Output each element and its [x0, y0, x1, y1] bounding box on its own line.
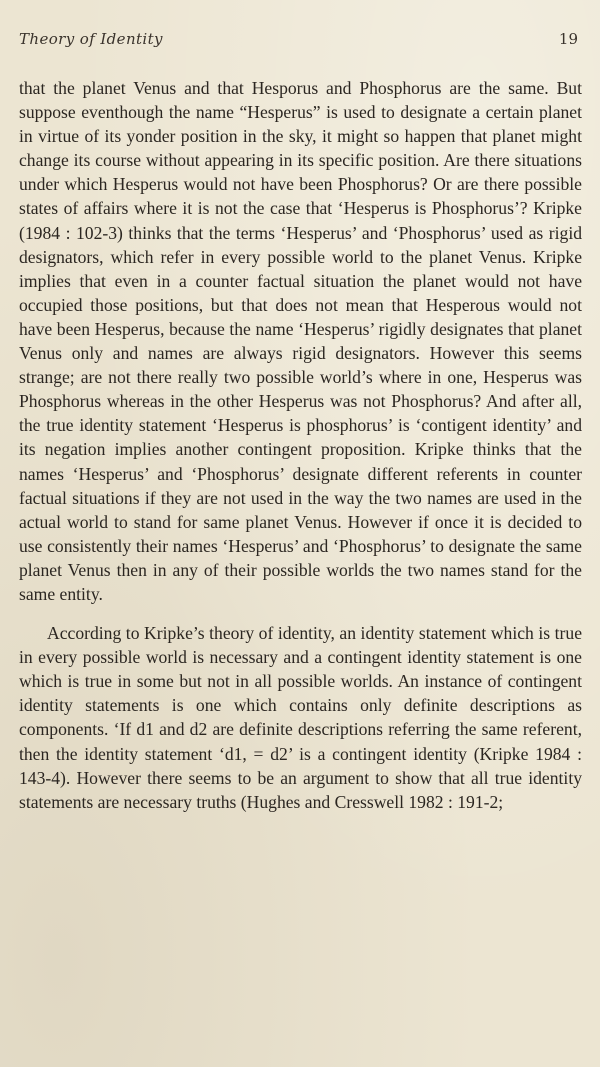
- running-title: Theory of Identity: [19, 30, 163, 48]
- paragraph-2: According to Kripke’s theory of identity, an identity statement which is true in every possible world is necessary and a contingent identity statement is one which is true in some but not in all possible worlds. An instance of contingent identity statements is one which contains only definite descriptions as components. ‘If d1 and d2 are definite descriptions referring the same referent, then the identity statement ‘d1, = d2’ is a contingent identity (Kripke 1984 : 143-4). However there seems to be an argument to show that all true identity statements are necessary truths (Hughes and Cresswell 1982 : 191-2;: [19, 623, 582, 812]
- running-head: [19, 30, 582, 54]
- body-text: [19, 76, 582, 814]
- paragraph-1: that the planet Venus and that Hesporus and Phosphorus are the same. But suppose eventhough the name “Hesperus” is used to designate a certain planet in virtue of its yonder position in the sky, it might so happen that planet might change its course without appearing in its specific position. Are there situations under which Hesperus would not have been Phosphorus? Or are there possible states of affairs where it is not the case that ‘Hesperus is Phosphorus’? Kripke (1984 : 102-3) thinks that the terms ‘Hesperus’ and ‘Phosphorus’ used as rigid designators, which refer in every possible world to the planet Venus. Kripke implies that even in a counter factual situation the planet would not have occupied those positions, but that does not mean that Hesperous would not have been Hesperus, because the name ‘Hesperus’ rigidly designates that planet Venus only and names are always rigid designators. However this seems strange; are not there really two possible world’s where in one, Hesperus was Phosphorus whereas in the other Hesperus was not Phosphorus? And after all, the true identity statement ‘Hesperus is phosphorus’ is ‘contigent identity’ and its negation implies another contingent proposition. Kripke thinks that the names ‘Hesperus’ and ‘Phosphorus’ designate different referents in counter factual situations if they are not used in the way the two names are used in the actual world to stand for same planet Venus. However if once it is decided to use consistently their names ‘Hesperus’ and ‘Phosphorus’ to designate the same planet Venus then in any of their possible worlds the two names stand for the same entity.: [19, 78, 582, 604]
- page-number: 19: [558, 30, 578, 48]
